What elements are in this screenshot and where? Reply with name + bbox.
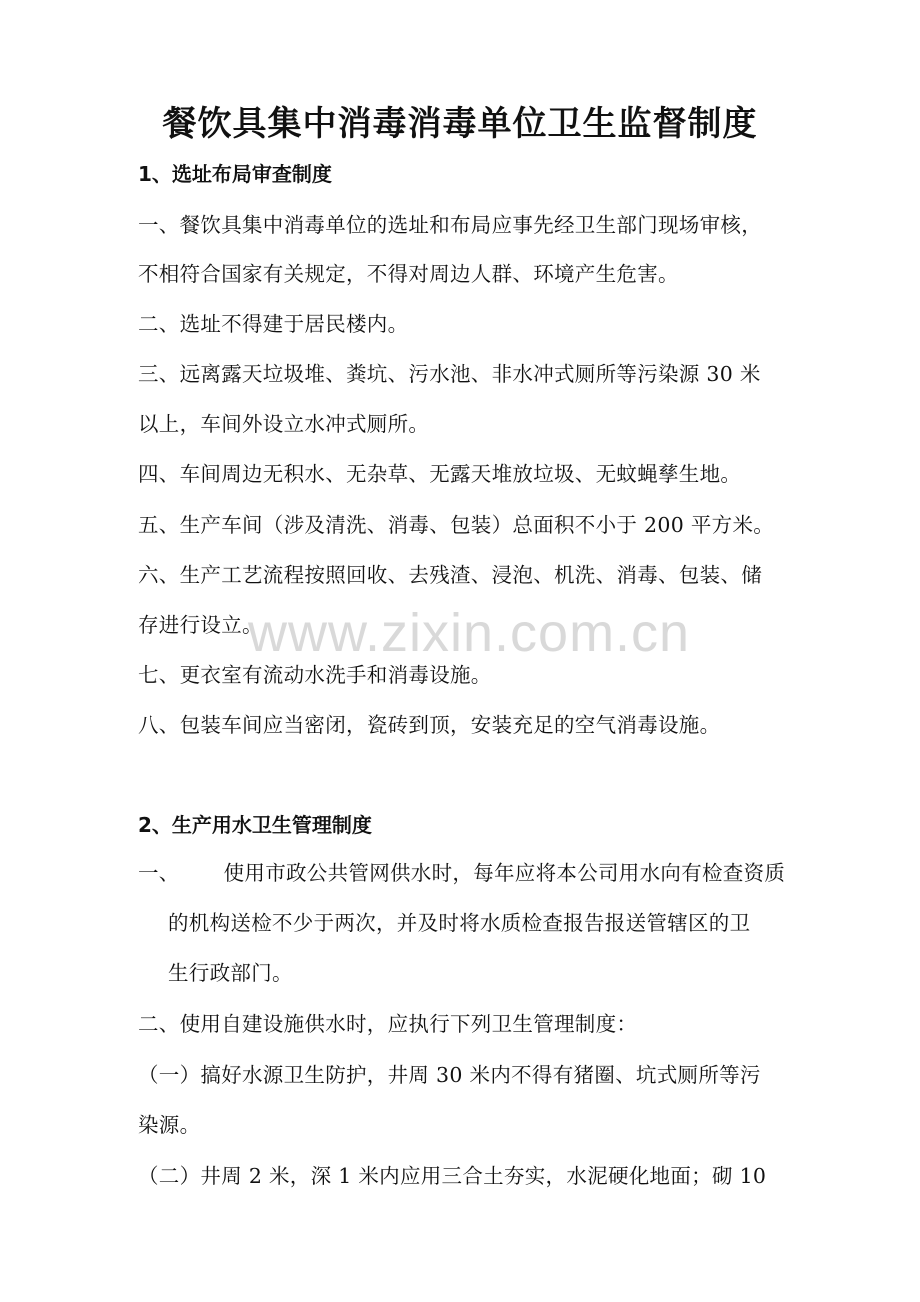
section-2-heading: 2、生产用水卫生管理制度 — [138, 813, 372, 837]
document-title: 餐饮具集中消毒消毒单位卫生监督制度 — [162, 104, 758, 144]
paragraph-line: （一）搞好水源卫生防护，井周 30 米内不得有猪圈、坑式厕所等污 — [138, 1063, 761, 1087]
paragraph-line: 一、餐饮具集中消毒单位的选址和布局应事先经卫生部门现场审核， — [138, 213, 762, 237]
paragraph-line: 八、包装车间应当密闭，瓷砖到顶，安装充足的空气消毒设施。 — [138, 713, 721, 737]
paragraph-line: 存进行设立。 — [138, 613, 263, 637]
paragraph-line: 二、使用自建设施供水时，应执行下列卫生管理制度： — [138, 1012, 638, 1036]
section-1-heading: 1、选址布局审查制度 — [138, 162, 332, 186]
list-item-first-line — [138, 858, 785, 888]
paragraph-line: 三、远离露天垃圾堆、粪坑、污水池、非水冲式厕所等污染源 30 米 — [138, 362, 761, 386]
paragraph-line: 以上，车间外设立水冲式厕所。 — [138, 412, 430, 436]
watermark: www.zixin.com.cn — [248, 603, 691, 663]
paragraph-line: 五、生产车间（涉及清洗、消毒、包装）总面积不小于 200 平方米。 — [138, 513, 775, 537]
paragraph-line: 二、选址不得建于居民楼内。 — [138, 312, 409, 336]
paragraph-line: 不相符合国家有关规定，不得对周边人群、环境产生危害。 — [138, 262, 679, 286]
list-marker: 一、 — [138, 861, 180, 885]
paragraph-line: 六、生产工艺流程按照回收、去残渣、浸泡、机洗、消毒、包装、储 — [138, 563, 762, 587]
paragraph-line: 四、车间周边无积水、无杂草、无露天堆放垃圾、无蚊蝇孳生地。 — [138, 462, 742, 486]
list-item-continuation: 的机构送检不少于两次，并及时将水质检查报告报送管辖区的卫 — [168, 911, 751, 935]
list-item-text: 使用市政公共管网供水时，每年应将本公司用水向有检查资质 — [223, 861, 786, 885]
list-item-continuation: 生行政部门。 — [168, 961, 293, 985]
paragraph-line: 染源。 — [138, 1113, 201, 1137]
paragraph-line: （二）井周 2 米，深 1 米内应用三合土夯实，水泥硬化地面；砌 10 — [138, 1164, 767, 1188]
paragraph-line: 七、更衣室有流动水洗手和消毒设施。 — [138, 663, 492, 687]
